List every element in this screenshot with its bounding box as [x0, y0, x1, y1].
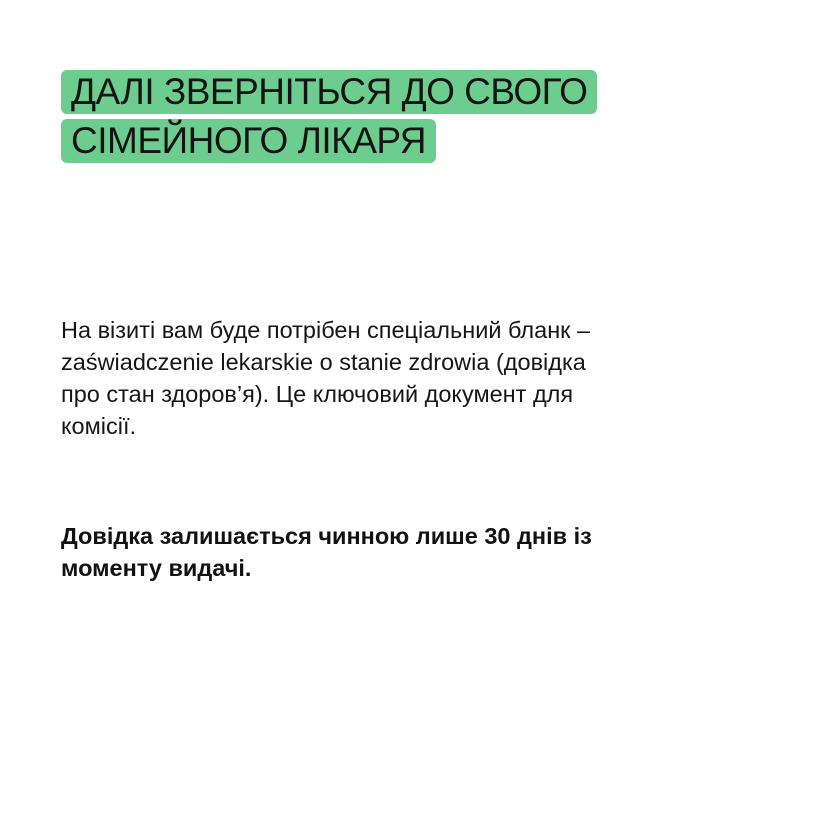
validity-note: Довідка залишається чинною лише 30 днів із моменту видачі. [61, 523, 592, 581]
heading-row-2 [61, 119, 761, 168]
heading-line-2: СІМЕЙНОГО ЛІКАРЯ [61, 119, 436, 163]
body-paragraph: На візиті вам буде потрібен спеціальний бланк – zaświadczenie lekarskie o stanie zdrowia (довідка про стан здоров’я). Це ключовий документ для комісії. [61, 317, 591, 439]
heading [61, 70, 761, 168]
heading-row-1 [61, 70, 761, 119]
heading-line-1: ДАЛІ ЗВЕРНІТЬСЯ ДО СВОГО [61, 70, 597, 114]
